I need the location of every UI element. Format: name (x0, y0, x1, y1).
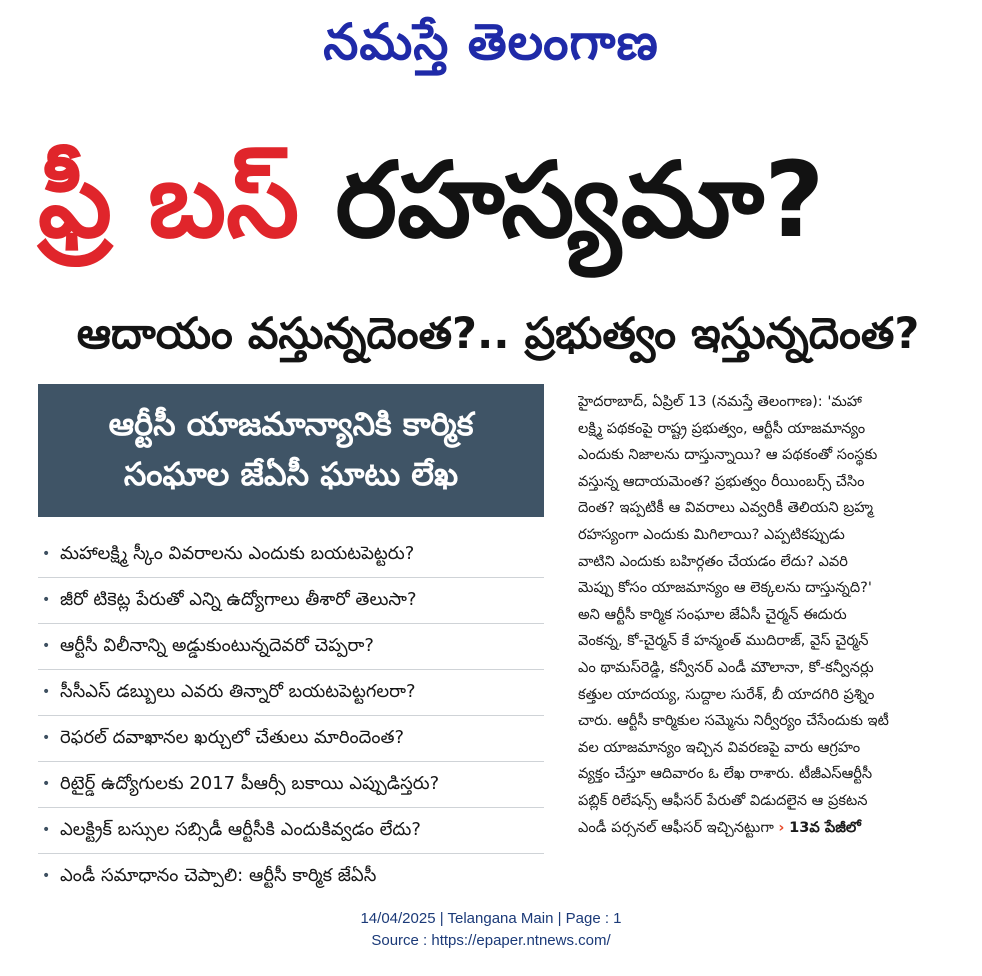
body-line: కత్తుల యాదయ్య, సుద్దాల సురేశ్, బీ యాదగిరి ప్రశ్నిం (578, 685, 875, 703)
newspaper-masthead: నమస్తే తెలంగాణ (323, 13, 659, 71)
body-line: మెప్పు కోసం యాజమాన్యం ఆ లెక్కలను దాస్తున్నది?' (578, 579, 872, 597)
body-line: హైదరాబాద్, ఏప్రిల్ 13 (నమస్తే తెలంగాణ): 'మహా (578, 393, 862, 410)
footer-source: Source : https://epaper.ntnews.com/ (371, 932, 611, 949)
body-line: వెంకన్న, కో-చైర్మన్ కే హన్మంత్ ముదిరాజ్, వైస్ చైర్మన్ (578, 632, 869, 650)
body-line: లక్ష్మి పథకంపై రాష్ట్ర ప్రభుత్వం, ఆర్టీసీ యాజమాన్యం (578, 419, 866, 437)
body-line: అని ఆర్టీసీ కార్మిక సంఘాల జేఏసీ చైర్మన్ ఈదురు (578, 605, 847, 623)
highlight-box-line2: సంఘాల జేఏసీ ఘాటు లేఖ (123, 455, 459, 493)
bullet-icon: • (42, 776, 51, 792)
subheadline: ఆదాయం వస్తున్నదెంత?.. ప్రభుత్వం ఇస్తున్నదెంత? (76, 309, 920, 359)
continued-arrow-icon: › (778, 818, 785, 836)
headline-red-part: ఫ్రీ బస్ (38, 139, 300, 261)
article-body (578, 389, 928, 841)
body-line: వాటిని ఎందుకు బహిర్గతం చేయడం లేదు? ఎవరి (578, 552, 848, 570)
highlight-box-line1: ఆర్టీసీ యాజమాన్యానికి కార్మిక (108, 405, 474, 443)
highlight-box (38, 384, 544, 517)
bullet-icon: • (42, 684, 51, 700)
list-item: • మహాలక్ష్మి స్కీం వివరాలను ఎందుకు బయటపెట్టరు? (38, 532, 544, 578)
bullet-icon: • (42, 730, 51, 746)
body-line: చారు. ఆర్టీసీ కార్మికుల సమ్మెను నిర్వీర్యం చేసేందుకు ఇటీ (578, 712, 889, 730)
body-line: ఎందుకు నిజాలను దాస్తున్నాయి? ఆ పథకంతో సంస్థకు (578, 446, 878, 464)
list-item: • ఆర్టీసీ విలీనాన్ని అడ్డుకుంటున్నదెవరో చెప్పరా? (38, 624, 544, 670)
body-line: దెంత? ఇప్పటికీ ఆ వివరాలు ఎవ్వరికీ తెలియని బ్రహ్మ (578, 499, 874, 517)
list-item: • ఎలక్ట్రిక్ బస్సుల సబ్సిడీ ఆర్టీసీకి ఎందుకివ్వడం లేదు? (38, 808, 544, 854)
headline-black-part: రహస్యమా? (335, 139, 825, 261)
body-line: వస్తున్న ఆదాయమెంత? ప్రభుత్వం రీయింబర్స్ చేసిం (578, 472, 865, 490)
list-item: • రిటైర్డ్ ఉద్యోగులకు 2017 పీఆర్సీ బకాయి ఎప్పుడిస్తరు? (38, 762, 544, 808)
list-item: • రెఫరల్ దవాఖానల ఖర్చులో చేతులు మారిందెంత? (38, 716, 544, 762)
continued-page-label: 13వ పేజీలో (789, 818, 861, 836)
bullet-icon: • (42, 822, 51, 838)
bullet-icon: • (42, 868, 51, 884)
headline (38, 120, 958, 280)
list-item: • ఎండీ సమాధానం చెప్పాలి: ఆర్టీసీ కార్మిక జేఏసీ (38, 854, 544, 899)
bullet-icon: • (42, 592, 51, 608)
list-item: • జీరో టికెట్ల పేరుతో ఎన్ని ఉద్యోగాలు తీశారో తెలుసా? (38, 578, 544, 624)
list-item: • సీసీఎస్ డబ్బులు ఎవరు తిన్నారో బయటపెట్టగలరా? (38, 670, 544, 716)
bullet-icon: • (42, 546, 51, 562)
page-footer (0, 908, 982, 952)
body-last-line (578, 815, 928, 842)
footer-date-edition: 14/04/2025 | Telangana Main | Page : 1 (360, 910, 622, 927)
body-last-line-text: ఎండీ పర్సనల్ ఆఫీసర్ ఇచ్చినట్టుగా (578, 818, 774, 836)
bullet-icon: • (42, 638, 51, 654)
bullet-list (38, 532, 544, 899)
body-line: వల యాజమాన్యం ఇచ్చిన వివరణపై వారు ఆగ్రహం (578, 738, 861, 756)
body-line: రహస్యంగా ఎందుకు మిగిలాయి? ఎప్పటికప్పుడు (578, 525, 845, 543)
body-line: ఎం థామస్‌రెడ్డి, కన్వీనర్ ఎండీ మౌలానా, కో-కన్వీనర్లు (578, 658, 874, 676)
body-line: పబ్లిక్ రిలేషన్స్ ఆఫీసర్ పేరుతో విడుదలైన ఆ ప్రకటన (578, 791, 868, 809)
body-line: వ్యక్తం చేస్తూ ఆదివారం ఓ లేఖ రాశారు. టీజీఎస్‌ఆర్టీసీ (578, 765, 873, 783)
